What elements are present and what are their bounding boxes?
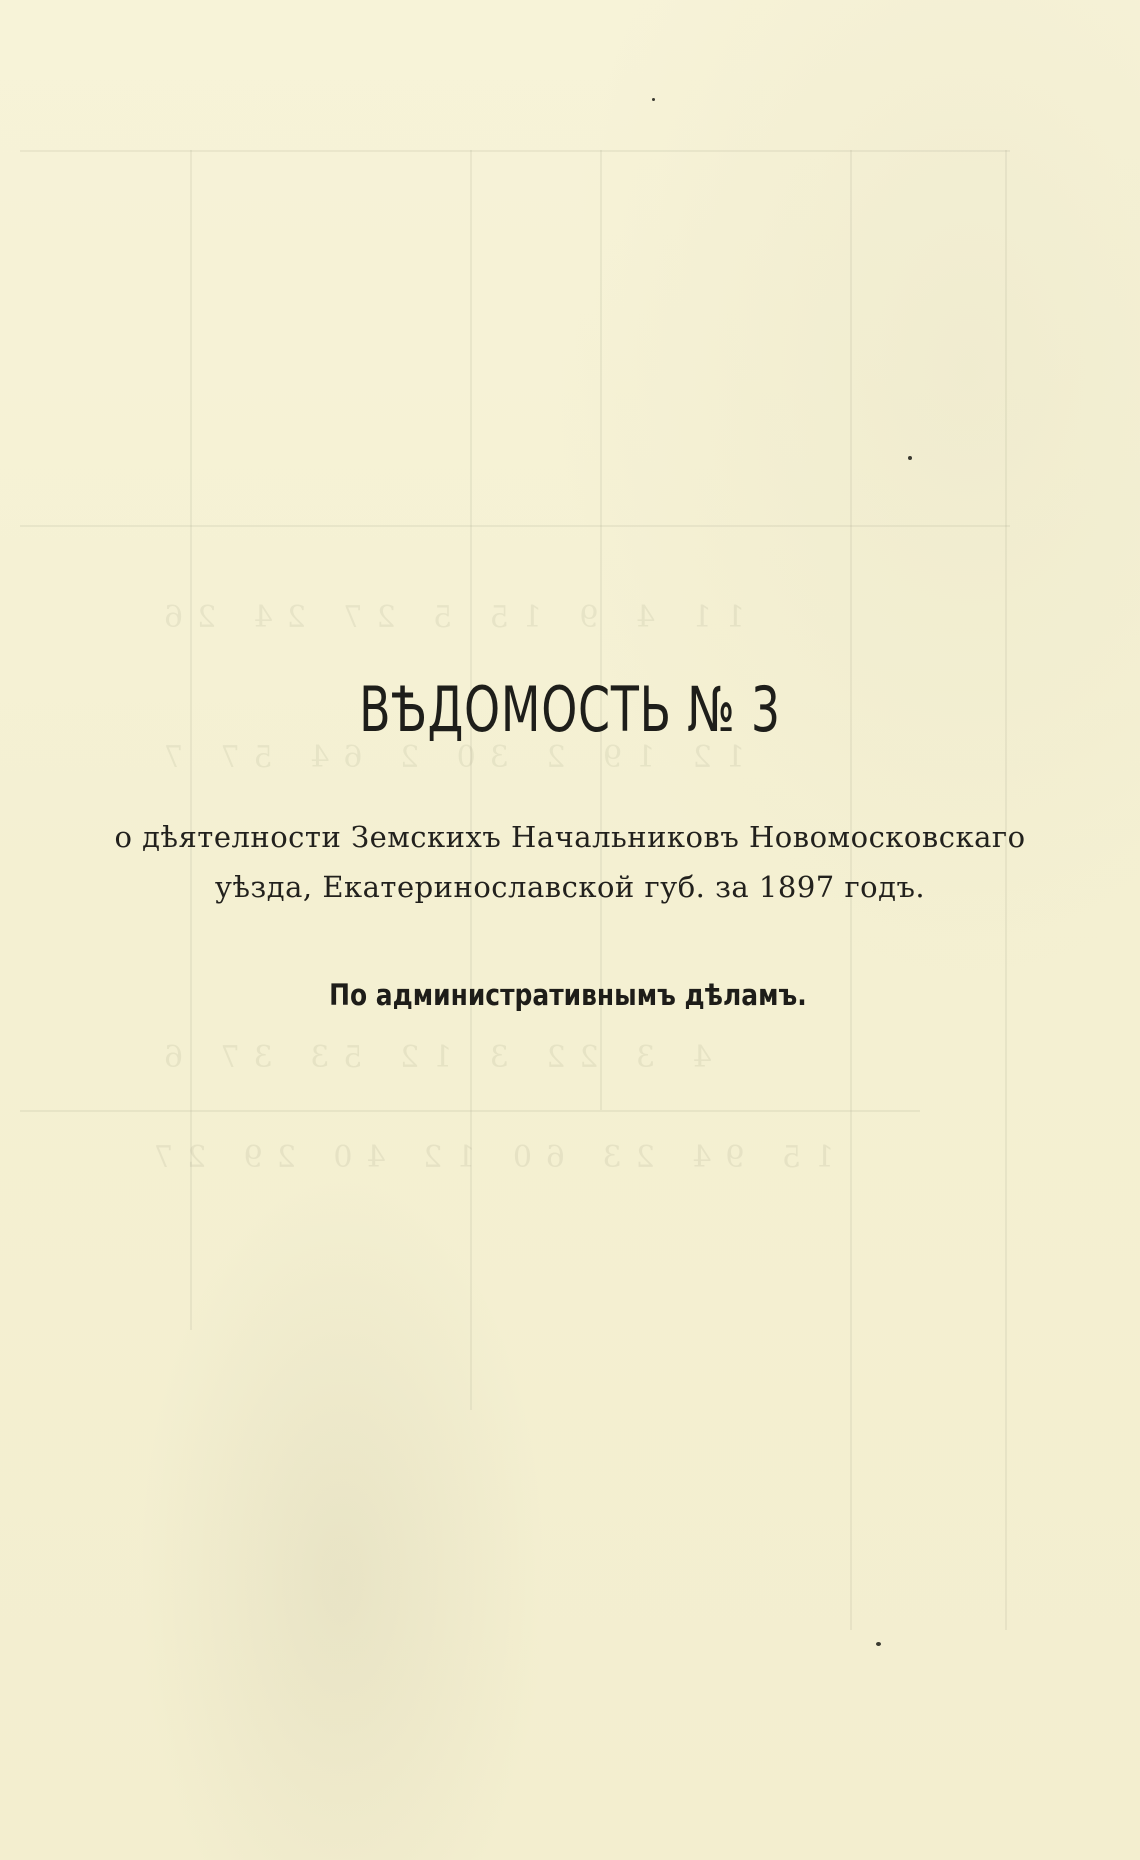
document-page: 11 4 9 15 5 27 24 26 12 19 2 30 2 64 57 7 4 3 22 3 12 53 37 6 15 94 23 60 12 40 29 27 ВѢДОМОСТЬ № 3 о дѣятелности Земскихъ Начальниковъ Новомосковскаго уѣзда, Екатеринославской губ. за 1897 годъ. По административнымъ дѣламъ. bbox=[0, 0, 1140, 1860]
ink-speck bbox=[876, 1642, 881, 1646]
subtitle-line-1: о дѣятелности Земскихъ Начальниковъ Новомосковскаго bbox=[114, 820, 1026, 854]
document-subtitle bbox=[0, 812, 1140, 912]
document-title: ВѢДОМОСТЬ № 3 bbox=[359, 673, 781, 746]
subtitle-line-2: уѣзда, Екатеринославской губ. за 1897 годъ. bbox=[214, 870, 926, 904]
ink-speck bbox=[908, 456, 912, 460]
section-heading: По административнымъ дѣламъ. bbox=[329, 978, 807, 1012]
ink-speck bbox=[652, 98, 655, 101]
